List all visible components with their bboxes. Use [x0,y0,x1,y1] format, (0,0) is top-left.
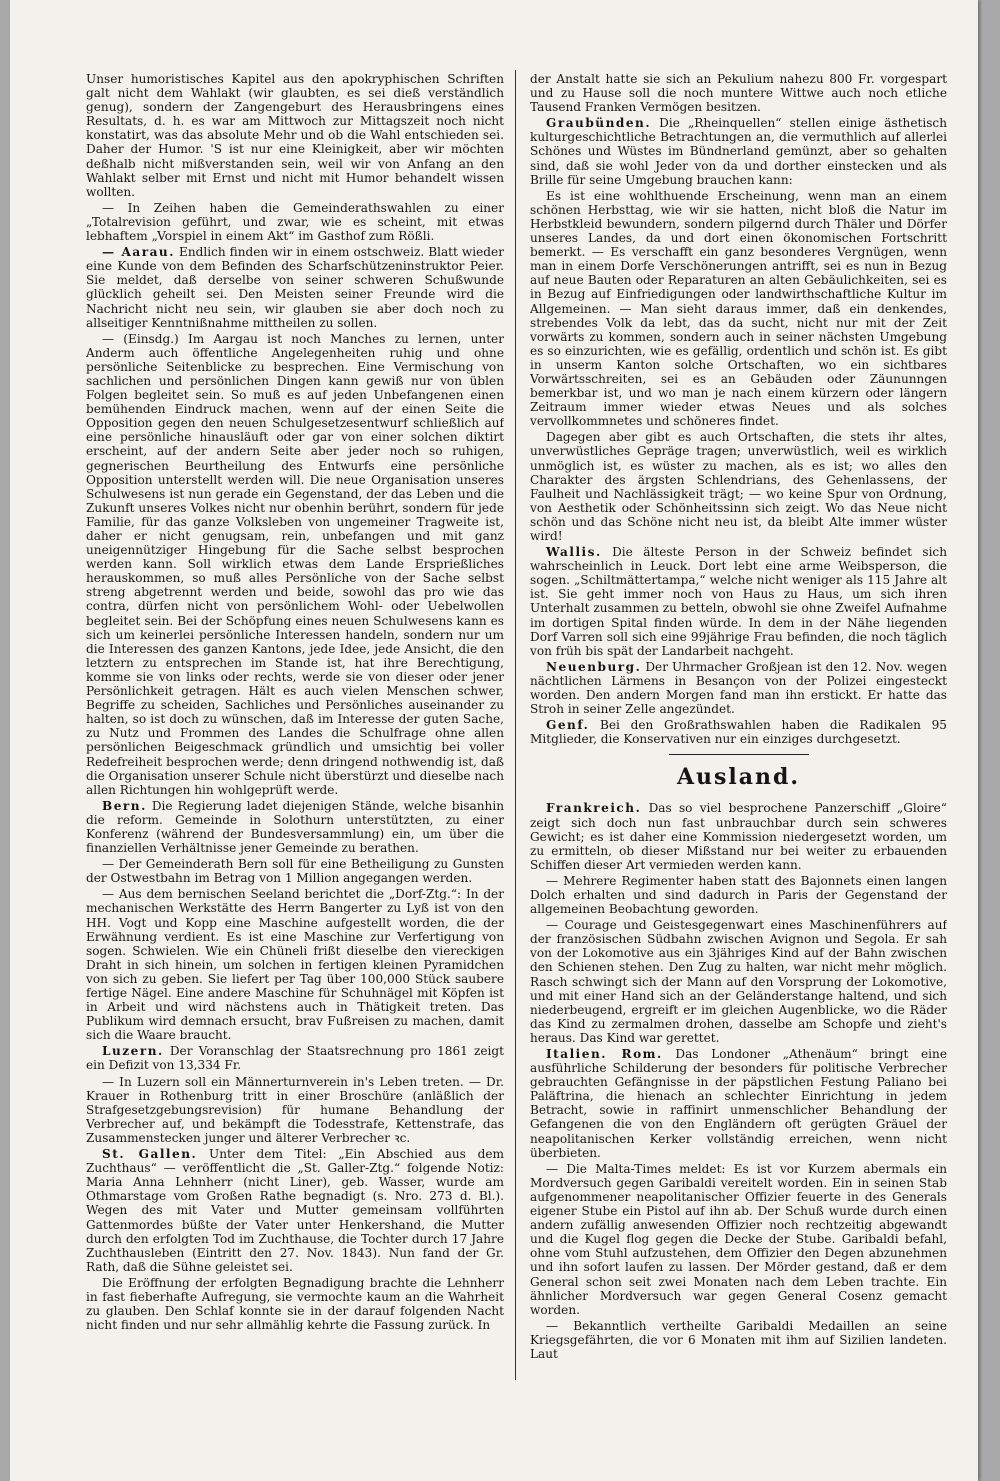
article-paragraph [530,874,947,916]
section-title: Ausland. [676,764,801,791]
article-paragraph [530,430,947,543]
article-paragraph [530,801,947,871]
paragraph-text: — In Luzern soll ein Männerturnverein in's Leben treten. — Dr. Krauer in Rothenburg tritt in einer Broschüre (anläßlich der Strafgesetzgebungsrevision) für humane Behandlung der Verbrecher auf, und bekämpft die Todesstrafe, Kettenstrafe, das Zusammenstecken junger und älterer Verbrecher ꝛc. [86,1074,504,1145]
article-paragraph [86,1075,504,1145]
article-paragraph [86,72,504,199]
article-paragraph [86,857,504,885]
dateline: Luzern. [102,1044,164,1059]
paragraph-text: Bei den Großrathswahlen haben die Radikalen 95 Mitglieder, die Konservativen nur ein einziges durchgesetzt. [530,718,947,747]
dateline: St. Gallen. [102,1147,198,1162]
article-paragraph [86,1044,504,1072]
paragraph-text: Die Eröffnung der erfolgten Begnadigung brachte die Lehnherr in fast fieberhafte Aufregung, sie vermochte kaum an die Wahrheit zu glauben. Den Schlaf konnte sie in der darauf folgenden Nacht nicht finden und nur sehr allmählig kehrte die Fassung zurück. In [86,1275,504,1333]
newspaper-page [10,0,978,1481]
section-divider [669,754,809,755]
article-paragraph [86,887,504,1042]
dateline: Wallis. [546,545,602,560]
article-paragraph [530,1047,947,1160]
left-column [86,72,504,1378]
column-rule [515,70,516,1380]
article-paragraph [530,660,947,716]
article-paragraph [530,918,947,1045]
article-paragraph [530,718,947,746]
paragraph-text: — Mehrere Regimenter haben statt des Bajonnets einen langen Dolch erhalten und sind dadurch in Paris der Gegenstand der allgemeinen Beobachtung geworden. [530,873,947,917]
paragraph-text: Es ist eine wohlthuende Erscheinung, wenn man an einem schönen Herbsttag, wie wir sie hatten, nicht bloß die Natur im Herbstkleid bewundern, sondern pilgernd durch Thäler und Dörfer unseres Landes, da und dort einen ökonomischen Fortschritt bemerkt. — Es verschafft ein ganz besonderes Vergnügen, wenn man in einem Dorfe Verschönerungen antrifft, sei es nun in Bezug auf neue Bauten oder Reparaturen an alten Gebäulichkeiten, sei es in Bezug auf Einfriedigungen oder landwirthschaftliche Kultur im Allgemeinen. — Man sieht daraus immer, daß ein denkendes, strebendes Volk da lebt, das da sucht, nicht nur mit der Zeit vorwärts zu kommen, sondern auch in seiner nächsten Umgebung es so einzurichten, wie es gefällig, ordentlich und schön ist. Es gibt in unserm Kanton solche Ortschaften, wo ein sichtbares Vorwärtsschreiten, sei es an Gebäuden oder Zäununngen bemerkbar ist, und wo man je nach einem kürzern oder längern Zeitraum immer wieder etwas Neues und als solches vervollkommnetes und schöneres findet. [530,188,947,429]
paragraph-text: — Courage und Geistesgegenwart eines Maschinenführers auf der französischen Südbahn zwischen Avignon und Segola. Er sah von der Lokomotive aus ein 3jähriges Kind auf der Bahn zwischen den Schienen stehen. Den Zug zu halten, war nicht mehr möglich. Rasch schwingt sich der Mann auf den Vorsprung der Lokomotive, und mit einer Hand sich an der Geländerstange haltend, und sich niederbeugend, ergreift er im gleichen Augenblicke, wo die Räder das Kind zu zermalmen drohen, dasselbe am Schopfe und zieht's heraus. Das Kind war gerettet. [530,918,947,1045]
article-paragraph [86,1276,504,1332]
paragraph-text: Dagegen aber gibt es auch Ortschaften, die stets ihr altes, unverwüstliches Gepräge tragen; unverwüstlich, weil es wirklich unmöglich ist, es wüster zu machen, als es ist; wo alles den Charakter des ärgsten Schlendrians, des Gehenlassens, der Faulheit und Nachlässigkeit trägt; — wo keine Spur von Ordnung, von Aesthetik oder Schönheitssinn sich zeigt. Wo das Neue nicht schön und das Schöne nicht neu ist, da bleibt Alte immer wüster wird! [530,430,947,543]
paragraph-text: Endlich finden wir in einem ostschweiz. Blatt wieder eine Kunde von dem Befinden des Scharfschützeninstruktor Peier. Sie meldet, daß derselbe von seiner schweren Schußwunde glücklich geheilt sei. Den Meisten seiner Freunde wird die Nachricht nicht neu sein, wir glauben sie aber doch noch zu allseitiger Kenntnißnahme mittheilen zu sollen. [86,245,504,330]
article-paragraph [530,189,947,429]
paragraph-text: — In Zeihen haben die Gemeinderathswahlen zu einer „Totalrevision geführt, und zwar, wie es scheint, mit etwas lebhaftem „Vorspiel in einem Akt“ im Gasthof zum Rößli. [86,200,504,244]
paragraph-text: Die Regierung ladet diejenigen Stände, welche bisanhin die reform. Gemeinde in Solothurn unterstützten, zu einer Konferenz (während der Bundesversammlung) ein, um über die finanziellen Verhältnisse jener Gemeinde zu berathen. [86,798,504,856]
article-paragraph [530,116,947,186]
paragraph-text: — Der Gemeinderath Bern soll für eine Betheiligung zu Gunsten der Ostwestbahn im Betrag von 1 Million angegangen werden. [86,857,504,886]
paragraph-text: der Anstalt hatte sie sich an Pekulium nahezu 800 Fr. vorgespart und zu Hause soll die noch muntere Wittwe auch noch etliche Tausend Franken Vermögen besitzen. [530,72,947,115]
dateline: Genf. [546,718,590,733]
paragraph-text: Das Londoner „Athenäum“ bringt eine ausführliche Schilderung der besonders für politische Verbrecher gebrauchten Gefängnisse in der päpstlichen Festung Paliano bei Paläftrina, die hienach an schlechter Einrichtung in jedem Betracht, sowie in raffinirt unmenschlicher Behandlung der Gefangenen die von den Engländern oft gerügten Gräuel der neapolitanischen Kerker vollständig erreichen, wenn nicht überbieten. [530,1047,947,1160]
article-paragraph [86,799,504,855]
article-paragraph [86,332,504,797]
article-paragraph [530,1319,947,1361]
paragraph-text: Der Voranschlag der Staatsrechnung pro 1861 zeigt ein Defizit von 13,334 Fr. [86,1044,504,1073]
paragraph-text: — (Einsdg.) Im Aargau ist noch Manches zu lernen, unter Anderm auch öffentliche Angelegenheiten ruhig und ohne persönliche Seitenblicke zu besprechen. Eine Vermischung von sachlichen und persönlichen Dingen kann gewiß nur von üblen Folgen begleitet sein. So muß es auf jeden Unbefangenen einen bemühenden Eindruck machen, wenn auf der einen Seite die Opposition gegen den neuen Schulgesetzesentwurf schließlich auf eine persönliche hinausläuft oder gar von einer solchen diktirt erscheint, auf der andern Seite aber jeder noch so ruhigen, gegnerischen Beurtheilung des Entwurfs eine persönliche Opposition unterstellt werden will. Die neue Organisation unseres Schulwesens ist nun gerade ein Gegenstand, der das Leben und die Zukunft unseres Volkes nicht nur obenhin berührt, sondern für jede Familie, für das ganze Volksleben von ungemeiner Tragweite ist, daher er nicht genugsam, rein, unbefangen und mit ganz uneigennütziger Hingebung für die Sache selbst besprochen werden kann. Soll wirklich etwas dem Lande Ersprießliches herauskommen, so muß alles Persönliche von der Sache selbst streng abgetrennt werden und beide, sowohl das pro wie das contra, dürfen nicht von persönlichem Wohl- oder Uebelwollen begleitet sein. Bei der Schöpfung eines neuen Schulwesens kann es sich um keinerlei persönliche Interessen handeln, sondern nur um die Interessen des ganzen Kantons, jede Idee, jede Ansicht, die den letztern zu entsprechen im Stande ist, hat ihre Berechtigung, komme sie von links oder rechts, werde sie von dieser oder jener Persönlichkeit getragen. Hält es auch vielen Menschen schwer, Begriffe zu scheiden, Sachliches und Persönliches auseinander zu halten, so ist doch zu wünschen, daß im Interesse der guten Sache, zu Nutz und Frommen des Landes die Schulfrage ohne allen persönlichen Beigeschmack gründlich und umsichtig bei voller Redefreiheit besprochen werde; denn dringend nothwendig ist, daß die Organisation unserer Schule nicht überstürzt und dieselbe nach allen Richtungen hin wohlgeprüft werde. [86,331,504,797]
paragraph-text: — Bekanntlich vertheilte Garibaldi Medaillen an seine Kriegsgefährten, die vor 6 Monaten mit ihm auf Sizilien landeten. Laut [530,1318,947,1361]
right-column [530,72,947,1378]
article-paragraph [86,1147,504,1274]
paragraph-text: Unser humoristisches Kapitel aus den apokryphischen Schriften galt nicht dem Wahlakt (wir glaubten, es sei dieß verständlich genug), sondern der Zangengeburt des Herausbringens eines Resultats, d. h. es war am Mittwoch zur Mittagszeit noch nicht konstatirt, was das absolute Mehr und ob die Wahl entschieden sei. Daher der Humor. 'S ist nur eine Kleinigkeit, aber wir möchten deßhalb nicht mißverstanden sein, weil wir von Anfang an den Wahlakt selber mit Ernst und nicht mit Humor behandelt wissen wollten. [86,72,504,199]
paragraph-text: Die „Rheinquellen“ stellen einige ästhetisch kulturgeschichtliche Betrachtungen an, die vermuthlich auf allerlei Schönes und Wüstes im Bündnerland gemünzt, aber so gehalten sind, daß sie wohl Jeder von da und dorther einstecken und als Brille für seine Umgebung brauchen kann: [530,116,947,187]
dateline: — Aarau. [102,245,175,260]
dateline: Graubünden. [546,116,652,131]
paragraph-text: — Die Malta-Times meldet: Es ist vor Kurzem abermals ein Mordversuch gegen Garibaldi vereitelt worden. Ein in seinen Stab aufgenommener neapolitanischer Offizier feuerte in des Generals eigener Stube ein Pistol auf ihn ab. Der Schuß wurde durch einen andern zufällig anwesenden Offizier noch rechtzeitig abgewandt und die Kugel flog gegen die Decke der Stube. Garibaldi befahl, ohne vom Stuhl aufzustehen, dem Offizier den Degen abzunehmen und ihn sofort laufen zu lassen. Der Mörder gestand, daß er dem General schon seit zwei Monaten nach dem Leben trachte. Ein ähnlicher Mordversuch war gegen General Cosenz gemacht worden. [530,1161,947,1317]
dateline: Bern. [102,798,147,813]
paragraph-text: Der Uhrmacher Großjean ist den 12. Nov. wegen nächtlichen Lärmens in Besançon von der Polizei eingesteckt worden. Den andern Morgen fand man ihn erstickt. Er hatte das Stroh in seiner Zelle angezündet. [530,659,947,717]
article-paragraph [530,1162,947,1317]
paragraph-text: Unter dem Titel: „Ein Abschied aus dem Zuchthaus“ — veröffentlicht die „St. Galler-Ztg.“ folgende Notiz: Maria Anna Lehnherr (nicht Liner), geb. Wasser, wurde am Othmarstage vom Großen Rathe begnadigt (s. Nro. 273 d. Bl.). Wegen des mit Vater und Mutter gemeinsam vollführten Gattenmordes büßte der Vater unter Henkershand, die Mutter durch den erfolgten Tod im Zuchthause, die Tochter durch 17 Jahre Zuchthausleben (Eintritt den 27. Nov. 1843). Nun fand der Gr. Rath, daß die Sühne geleistet sei. [86,1147,504,1274]
dateline: Neuenburg. [546,659,642,674]
article-paragraph [530,72,947,114]
article-paragraph [86,245,504,330]
paragraph-text: Das so viel besprochene Panzerschiff „Gloire“ zeigt sich doch nun fast unbrauchbar durch sein schweres Gewicht; es ist daher eine Kommission niedergesetzt worden, um zu ermitteln, ob dieser Mißstand nur bei weiter zu erbauenden Schiffen dieser Art vermieden werden kann. [530,801,947,872]
article-paragraph [530,545,947,658]
paragraph-text: Die älteste Person in der Schweiz befindet sich wahrscheinlich in Leuck. Dort lebt eine arme Weibsperson, die sogen. „Schiltmättertampa,“ welche nicht weniger als 115 Jahre alt ist. Sie geht immer noch von Haus zu Haus, um sich ihren Unterhalt zusammen zu betteln, obwohl sie ohne Zweifel Aufnahme im dortigen Spital finden würde. In dem in der Nähe liegenden Dorf Varren soll sich eine 99jährige Frau befinden, die noch täglich von früh bis spät der Landarbeit nachgeht. [530,545,947,658]
dateline: Italien. Rom. [546,1047,663,1061]
dateline: Frankreich. [546,801,642,816]
paragraph-text: — Aus dem bernischen Seeland berichtet die „Dorf-Ztg.“: In der mechanischen Werkstätte des Herrn Bangerter zu Lyß ist von den HH. Vogt und Kopp eine Maschine aufgestellt worden, die der Erwähnung verdient. Es ist eine Maschine zur Verfertigung von sogen. Schwielen. Wie ein Chüneli frißt dieselbe den viereckigen Draht in sich hinein, um solchen in fertigen kleinen Pyramidchen von sich zu geben. Sie liefert per Tag über 100,000 Stück saubere fertige Nägel. Eine andere Maschine für Schuhnägel mit Köpfen ist in Arbeit und wird nächstens auch in Thätigkeit treten. Das Publikum wird demnach ersucht, brav Fußreisen zu machen, damit sich die Waare braucht. [86,887,504,1043]
article-paragraph [86,201,504,243]
